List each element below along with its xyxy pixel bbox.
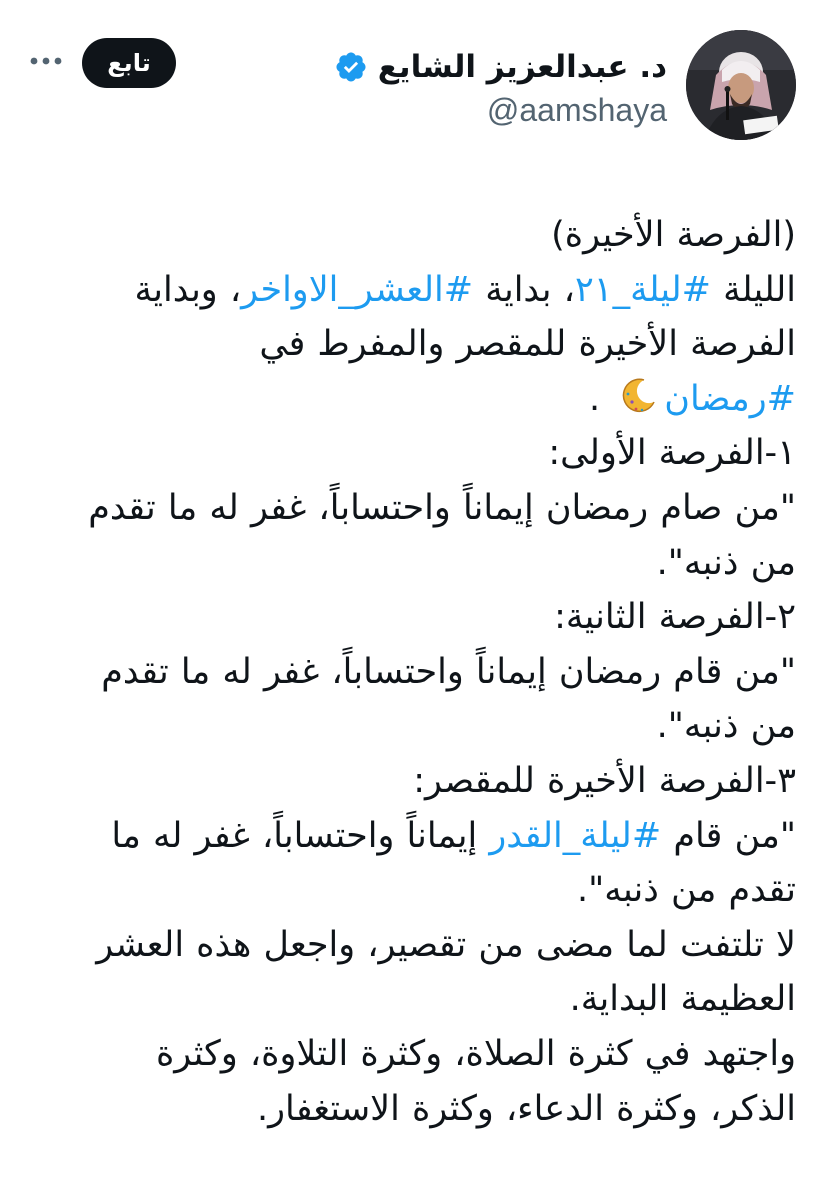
tweet-intro-line-1 (38, 263, 796, 318)
text-fragment: "من قام (673, 815, 796, 856)
opportunity-3-text (38, 809, 796, 864)
opportunity-2-heading: ٢-الفرصة الثانية: (554, 597, 796, 638)
hashtag-link[interactable]: #ليلة_٢١ (574, 269, 711, 310)
text-fragment: إيماناً واحتساباً، غفر له ما (111, 815, 478, 856)
text-fragment: ، بداية (485, 269, 575, 310)
author-handle[interactable]: @aamshaya (486, 92, 667, 128)
advice-text: العظيمة البداية. (569, 979, 796, 1020)
text-fragment: الليلة (723, 269, 796, 310)
opportunity-1-text: من ذنبه". (656, 542, 796, 583)
opportunity-1-heading: ١-الفرصة الأولى: (548, 433, 796, 474)
author-avatar[interactable] (686, 30, 796, 140)
author-display-name[interactable]: د. عبدالعزيز الشايع (377, 49, 667, 85)
hashtag-link[interactable]: #ليلة_القدر (489, 815, 662, 856)
opportunity-3-text: تقدم من ذنبه". (576, 870, 796, 911)
tweet-title: (الفرصة الأخيرة) (551, 215, 796, 255)
hashtag-link[interactable]: #رمضان (664, 378, 796, 419)
tweet-header (0, 0, 824, 150)
text-fragment: . (589, 378, 601, 419)
opportunity-1-text: "من صام رمضان إيماناً واحتساباً، غفر له ما تقدم (88, 487, 796, 528)
advice-text: لا تلتفت لما مضى من تقصير، واجعل هذه العشر (96, 924, 796, 965)
tweet-body (38, 208, 796, 1136)
advice-text: واجتهد في كثرة الصلاة، وكثرة التلاوة، وكثرة (155, 1033, 796, 1074)
tweet-intro-line-3 (38, 372, 796, 427)
crescent-moon-icon (618, 376, 658, 416)
text-fragment: ، وبداية (134, 269, 242, 310)
advice-text: الذكر، وكثرة الدعاء، وكثرة الاستغفار. (257, 1088, 796, 1129)
follow-button[interactable]: تابع (82, 38, 176, 88)
opportunity-2-text: "من قام رمضان إيماناً واحتساباً، غفر له ما تقدم (101, 651, 796, 692)
verified-badge-icon (334, 50, 368, 84)
more-horizontal-icon[interactable] (26, 46, 66, 76)
avatar-photo (686, 30, 796, 140)
author-name-row (334, 40, 667, 94)
opportunity-3-heading: ٣-الفرصة الأخيرة للمقصر: (413, 760, 796, 801)
tweet-intro-line-2: الفرصة الأخيرة للمقصر والمفرط في (259, 324, 796, 365)
hashtag-link[interactable]: #العشر_الاواخر (241, 269, 474, 310)
opportunity-2-text: من ذنبه". (656, 706, 796, 747)
